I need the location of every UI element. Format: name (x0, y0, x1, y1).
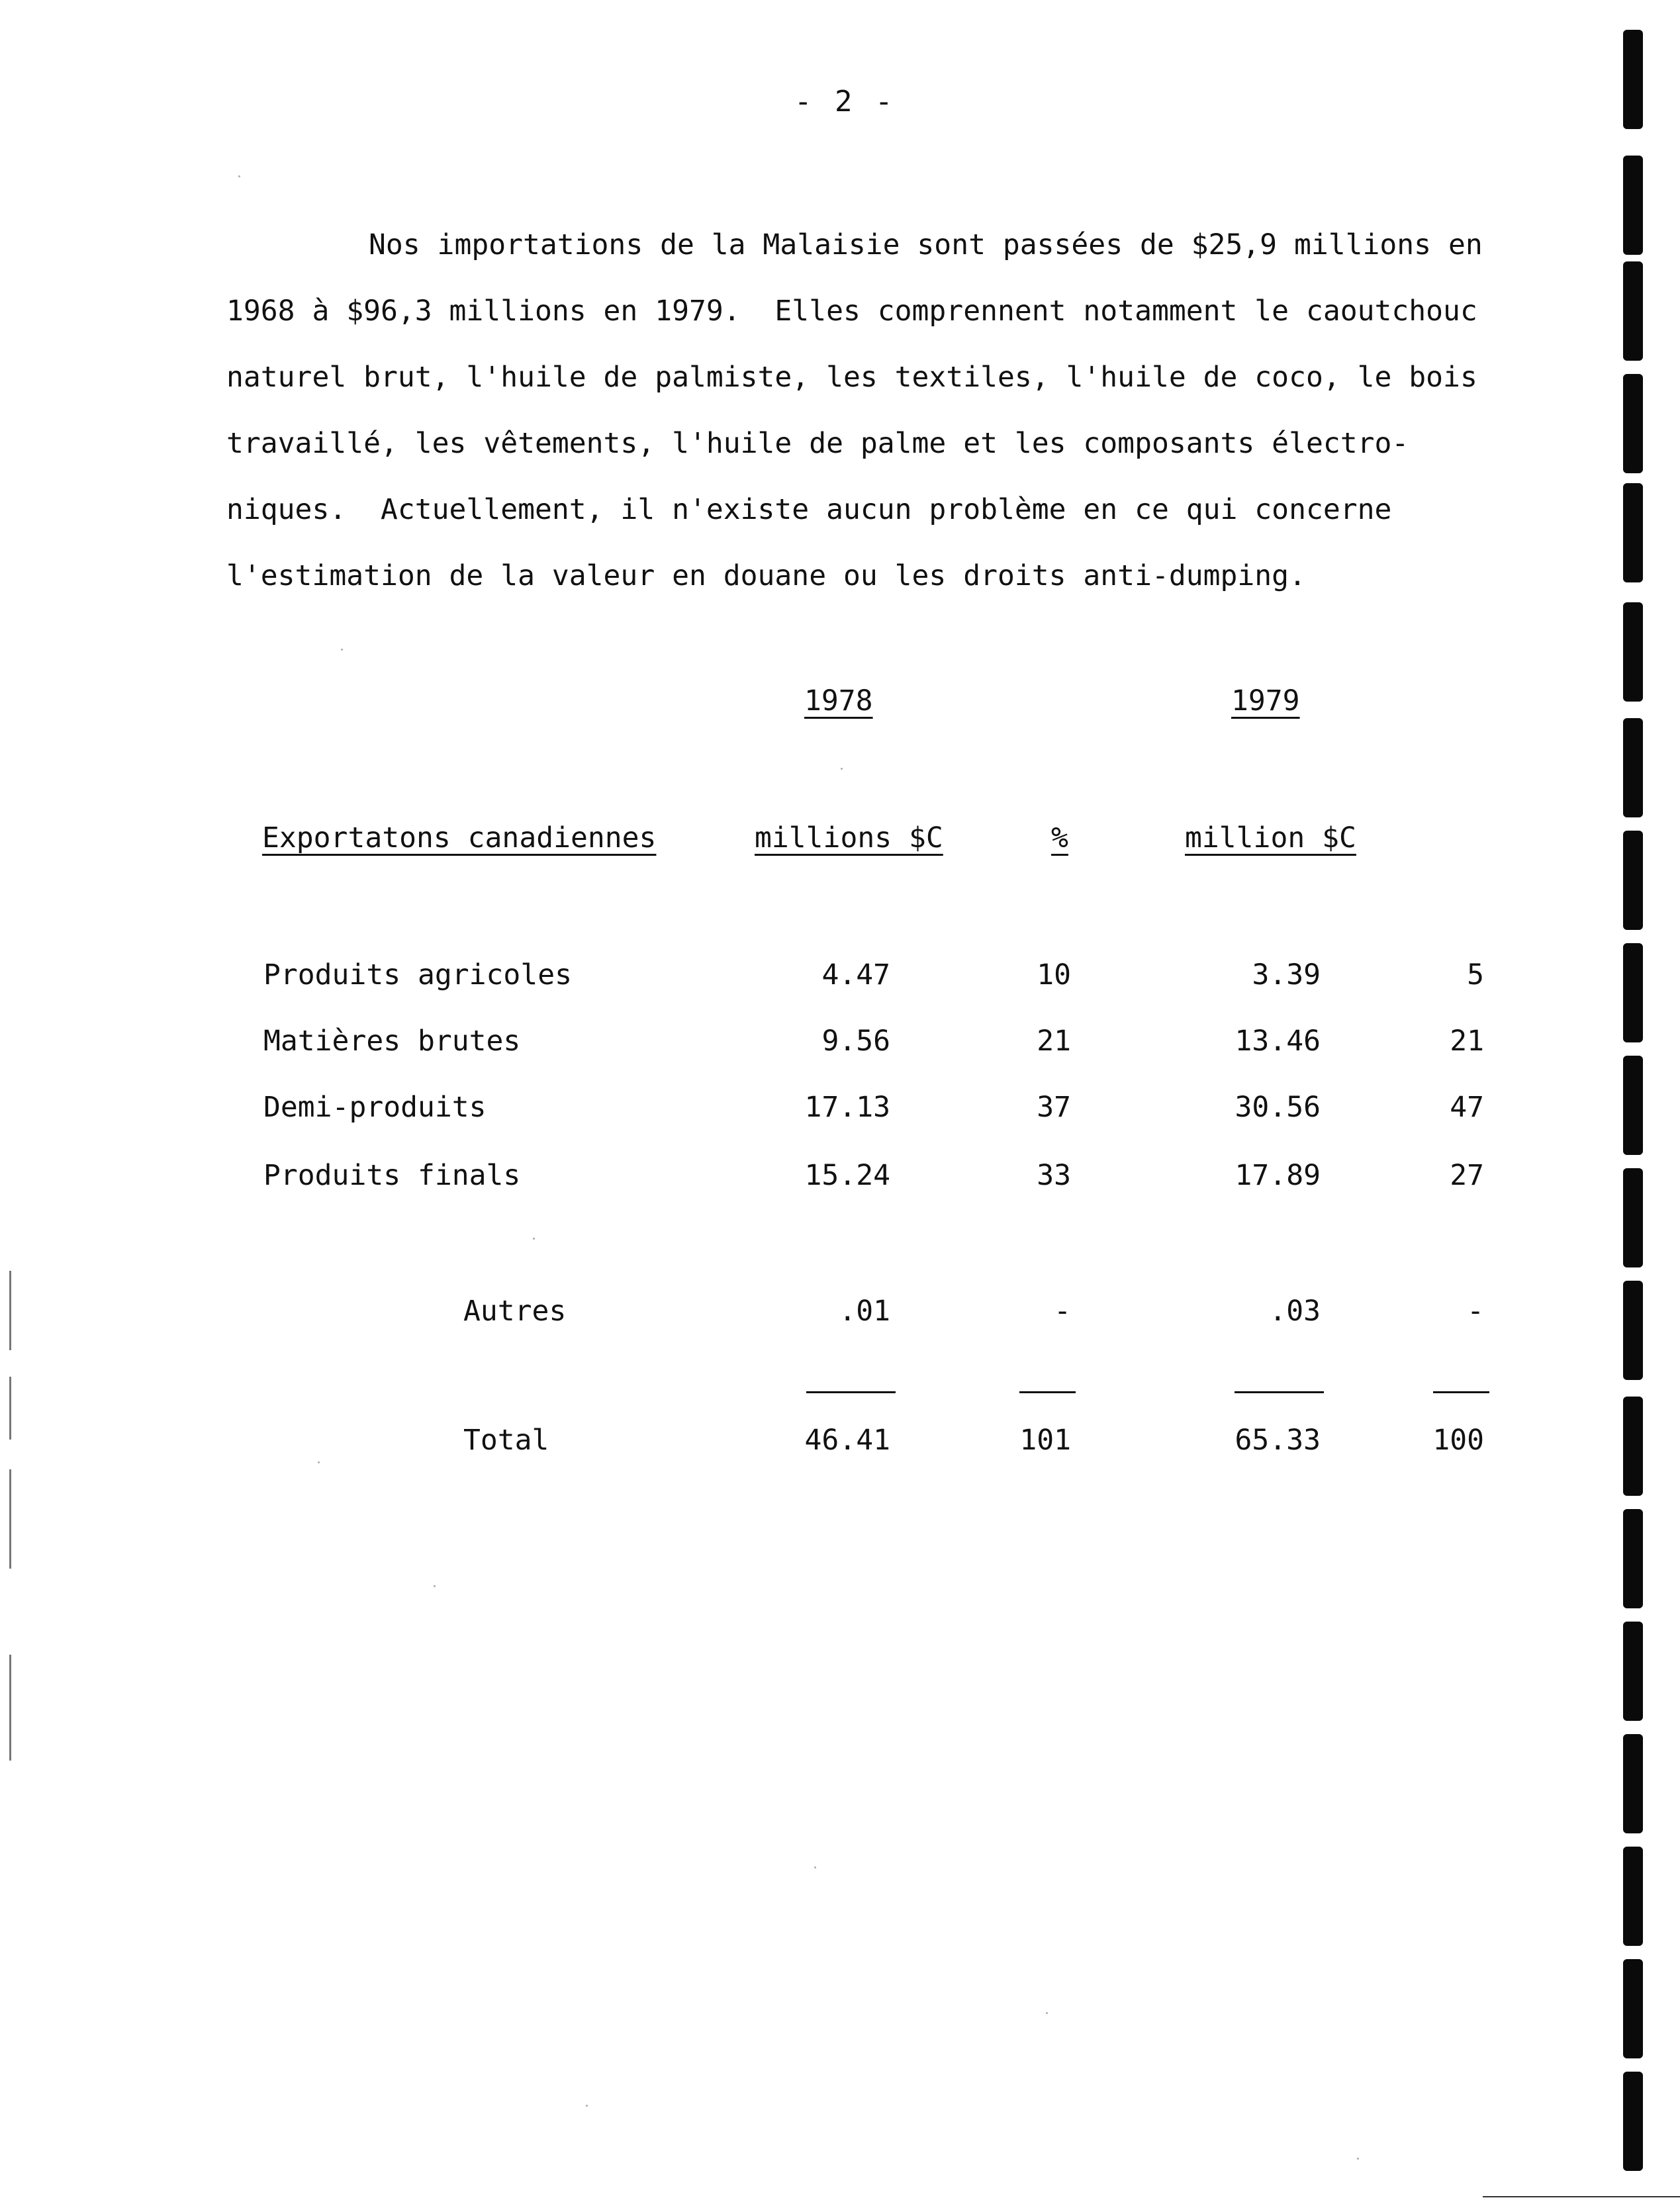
other-percent-1979: - (1467, 1295, 1484, 1328)
binding-hole (1623, 374, 1643, 473)
body-paragraph (226, 212, 1484, 609)
scan-speck (1046, 2012, 1048, 2014)
scan-margin-line (9, 1655, 11, 1761)
percent-1978: 10 (1037, 958, 1071, 991)
percent-1979: 27 (1450, 1159, 1484, 1192)
row-label: Produits agricoles (263, 958, 572, 991)
paragraph-line: niques. Actuellement, il n'existe aucun problème en ce qui concerne (226, 493, 1392, 526)
year-1978-heading: 1978 (804, 684, 873, 717)
paragraph-line: naturel brut, l'huile de palmiste, les textiles, l'huile de coco, le bois (226, 361, 1477, 394)
scan-speck (1357, 2158, 1359, 2160)
paragraph-line: travaillé, les vêtements, l'huile de palme et les composants électro- (226, 427, 1409, 460)
scan-speck (238, 175, 240, 177)
percent-1978: 37 (1037, 1091, 1071, 1124)
binding-hole (1623, 1509, 1643, 1608)
paragraph-line: Nos importations de la Malaisie sont passées de $25,9 millions en (369, 228, 1483, 261)
binding-hole (1623, 2072, 1643, 2171)
scan-margin-line (9, 1271, 11, 1350)
total-value-1979: 65.33 (1235, 1424, 1321, 1457)
row-label: Produits finals (263, 1159, 521, 1192)
scan-speck (841, 768, 843, 770)
sum-rule (1235, 1391, 1324, 1393)
scan-speck (533, 1238, 535, 1240)
other-value-1979: .03 (1269, 1295, 1321, 1328)
value-1979: 30.56 (1235, 1091, 1321, 1124)
total-row-label: Total (463, 1424, 549, 1457)
binding-hole (1623, 30, 1643, 129)
total-percent-1978: 101 (1019, 1424, 1071, 1457)
page-number: - 2 - (794, 85, 896, 118)
binding-hole (1623, 602, 1643, 702)
binding-hole (1623, 943, 1643, 1042)
value-1979: 13.46 (1235, 1025, 1321, 1058)
value-1978: 15.24 (804, 1159, 890, 1192)
scan-margin-line (9, 1377, 11, 1440)
binding-hole (1623, 831, 1643, 930)
scan-speck (814, 1866, 816, 1868)
scan-speck (318, 1461, 320, 1463)
other-value-1978: .01 (839, 1295, 890, 1328)
scan-speck (434, 1585, 436, 1587)
paragraph-line: 1968 à $96,3 millions en 1979. Elles comprennent notamment le caoutchouc (226, 295, 1477, 328)
scan-speck (341, 649, 343, 651)
binding-hole (1623, 1168, 1643, 1267)
row-label: Matières brutes (263, 1025, 521, 1058)
binding-hole (1623, 718, 1643, 817)
sum-rule (806, 1391, 896, 1393)
binding-hole (1623, 1622, 1643, 1721)
binding-hole (1623, 1734, 1643, 1833)
percent-1979: 47 (1450, 1091, 1484, 1124)
binding-hole (1623, 483, 1643, 582)
sum-rule (1019, 1391, 1076, 1393)
sum-rule (1433, 1391, 1489, 1393)
total-value-1978: 46.41 (804, 1424, 890, 1457)
scan-speck (586, 2105, 588, 2107)
total-percent-1979: 100 (1432, 1424, 1484, 1457)
value-1978: 9.56 (821, 1025, 890, 1058)
paragraph-line: l'estimation de la valeur en douane ou les droits anti-dumping. (226, 559, 1306, 592)
scan-corner-line (1483, 2196, 1680, 2197)
percent-1979: 21 (1450, 1025, 1484, 1058)
other-percent-1978: - (1054, 1295, 1071, 1328)
percent-1978-column-header: % (1051, 821, 1068, 854)
year-1979-heading: 1979 (1231, 684, 1300, 717)
row-label: Demi-produits (263, 1091, 487, 1124)
binding-hole (1623, 1281, 1643, 1380)
value-1978: 17.13 (804, 1091, 890, 1124)
percent-1979: 5 (1467, 958, 1484, 991)
scan-margin-line (9, 1469, 11, 1569)
binding-hole (1623, 1056, 1643, 1155)
value-1978-column-header: millions $C (755, 821, 943, 854)
percent-1978: 33 (1037, 1159, 1071, 1192)
binding-hole (1623, 261, 1643, 361)
value-1978: 4.47 (821, 958, 890, 991)
category-column-header: Exportatons canadiennes (262, 821, 657, 854)
value-1979: 3.39 (1252, 958, 1321, 991)
binding-hole (1623, 1847, 1643, 1946)
other-row-label: Autres (463, 1295, 567, 1328)
value-1979: 17.89 (1235, 1159, 1321, 1192)
value-1979-column-header: million $C (1185, 821, 1356, 854)
percent-1978: 21 (1037, 1025, 1071, 1058)
binding-hole (1623, 156, 1643, 255)
binding-hole (1623, 1397, 1643, 1496)
binding-hole (1623, 1959, 1643, 2058)
